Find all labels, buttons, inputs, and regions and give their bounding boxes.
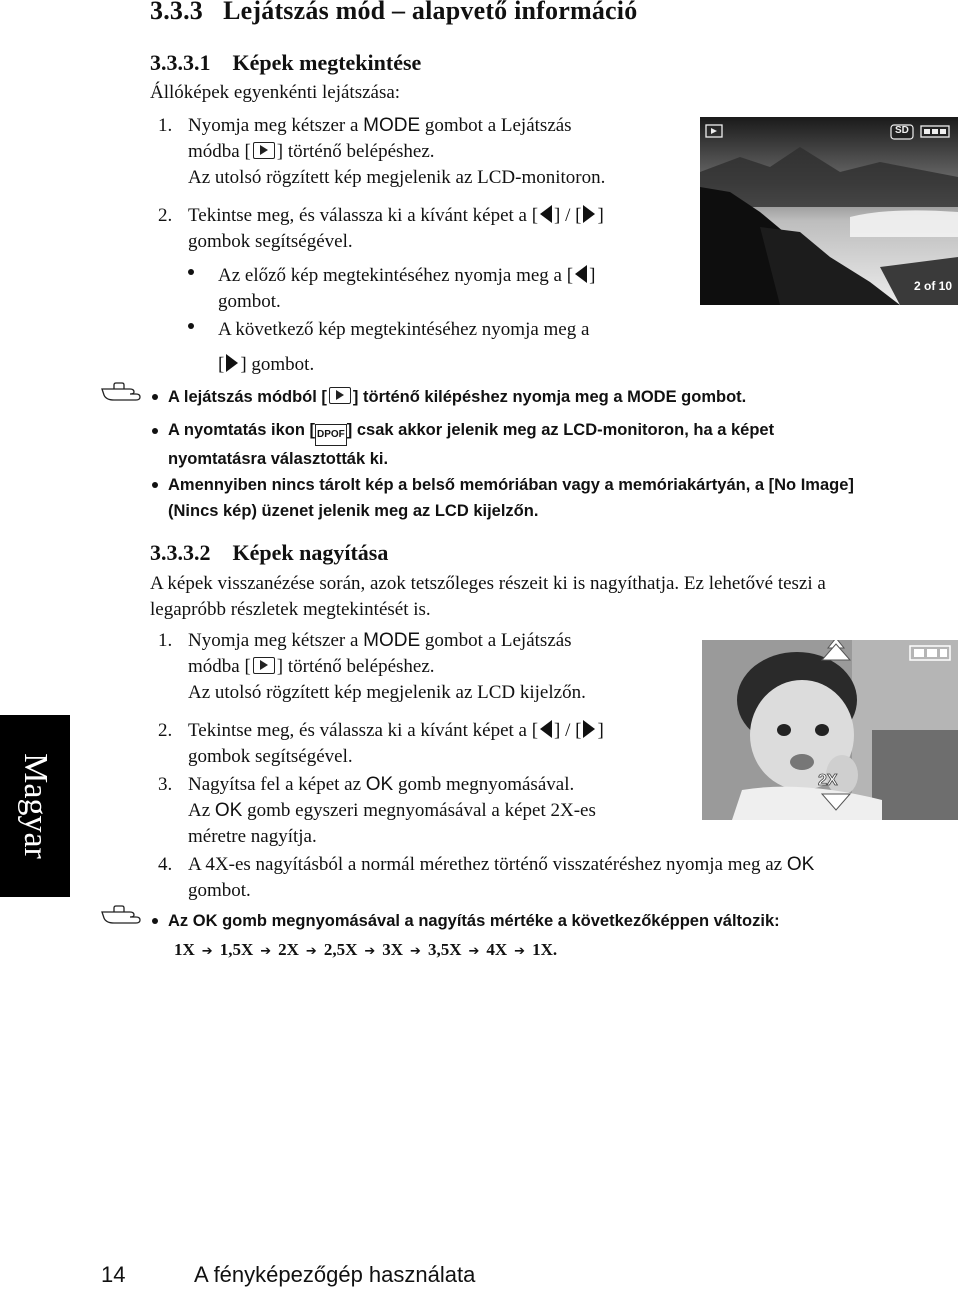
zoom-step-1-d: módba [	[188, 656, 251, 677]
arrow-right-icon: ➔	[364, 944, 376, 959]
step-1-text-a: Nyomja meg kétszer a	[188, 115, 359, 136]
ok-key-label: OK	[214, 800, 243, 821]
zoom-step-3-text	[188, 772, 708, 850]
zoom-step-4-number: 4.	[158, 854, 173, 875]
playback-icon	[253, 142, 275, 159]
step-1-text	[188, 113, 688, 191]
step-1-text-d: módba [	[188, 141, 251, 162]
bullet-next	[218, 317, 678, 343]
photo-counter: 2 of 10	[913, 279, 952, 293]
language-side-tab-label: Magyar	[17, 753, 54, 859]
sd-card-badge: SD	[895, 125, 909, 136]
subsection-2-intro-line1: A képek visszanézése során, azok tetszőleges részeit ki is nagyíthatja. Ez lehetővé teszi a	[150, 573, 826, 594]
zoom-step-value: 1,5X	[219, 940, 254, 959]
zoom-step-1-text	[188, 628, 708, 706]
zoom-step-2-b: ] / [	[554, 720, 582, 741]
landscape-photo	[700, 117, 958, 305]
subsection-1-heading	[150, 50, 421, 76]
zoom-step-4-text	[188, 852, 948, 904]
zoom-step-value: 1X	[174, 940, 195, 959]
left-arrow-icon	[540, 205, 552, 223]
step-1-text-e: ] történő belépéshez.	[276, 141, 435, 162]
left-arrow-icon	[540, 720, 552, 738]
arrow-right-icon: ➔	[514, 944, 526, 959]
bullet-next-c: ] gombot.	[240, 354, 315, 375]
step-2-text-c: ]	[597, 205, 604, 226]
note-print-b: ] csak akkor jelenik meg az LCD-monitoron, ha a képet	[346, 421, 775, 439]
note-exit-b: ] történő kilépéshez nyomja meg a MODE gombot.	[352, 388, 747, 406]
subsection-2-number: 3.3.3.2	[150, 540, 211, 565]
subsection-2-intro-line2: legapróbb részletek megtekintését is.	[150, 599, 431, 620]
zoom-step-1-a: Nyomja meg kétszer a	[188, 630, 359, 651]
bullet-dot	[188, 269, 194, 275]
step-1-text-c: gombot a Lejátszás	[424, 115, 572, 136]
ok-key-label: OK	[786, 854, 815, 875]
zoom-step-3-g: méretre nagyítja.	[188, 826, 317, 847]
subsection-1-intro: Állóképek egyenkénti lejátszása:	[150, 82, 401, 103]
zoom-step-2-c: ]	[597, 720, 604, 741]
subsection-1-number: 3.3.3.1	[150, 50, 211, 75]
note-bullet-dot	[152, 918, 158, 924]
zoom-step-4-a: A 4X-es nagyításból a normál mérethez történő visszatéréshez nyomja meg az	[188, 854, 783, 875]
note-print-a: A nyomtatás ikon [	[168, 421, 315, 439]
arrow-right-icon: ➔	[305, 944, 317, 959]
right-arrow-icon	[583, 720, 595, 738]
subsection-1-title: Képek megtekintése	[232, 50, 422, 75]
note-exit-a: A lejátszás módból [	[168, 388, 327, 406]
zoom-step-value: 3,5X	[427, 940, 462, 959]
note-hand-icon	[100, 381, 146, 403]
step-2-number: 2.	[158, 205, 173, 226]
zoom-step-3-d: Az	[188, 800, 211, 821]
zoom-step-1-f: Az utolsó rögzített kép megjelenik az LCD kijelzőn.	[188, 682, 586, 703]
note-bullet-dot	[152, 394, 158, 400]
lcd-preview-landscape	[700, 117, 958, 305]
bullet-previous	[218, 263, 678, 315]
zoom-step-2-d: gombok segítségével.	[188, 746, 353, 767]
section-number: 3.3.3	[150, 0, 203, 25]
bullet-next-line2	[218, 352, 314, 378]
zoom-step-3-c: gomb megnyomásával.	[397, 774, 575, 795]
bullet-next-a: A következő kép megtekintéséhez nyomja meg a	[218, 319, 590, 340]
zoom-step-2-a: Tekintse meg, és válassza ki a kívánt képet a [	[188, 720, 539, 741]
subsection-2-intro	[150, 571, 950, 623]
zoom-step-value: 2,5X	[323, 940, 358, 959]
zoom-step-3-f: gomb egyszeri megnyomásával a képet 2X-es	[247, 800, 596, 821]
note-bullet-dot	[152, 428, 158, 434]
arrow-right-icon: ➔	[468, 944, 480, 959]
zoom-step-3-number: 3.	[158, 774, 173, 795]
zoom-step-value: 1X.	[532, 940, 558, 959]
zoom-step-value: 3X	[382, 940, 404, 959]
step-1-text-f: Az utolsó rögzített kép megjelenik az LCD-monitoron.	[188, 167, 606, 188]
step-2-text-d: gombok segítségével.	[188, 231, 353, 252]
section-title: Lejátszás mód – alapvető információ	[223, 0, 638, 25]
step-2-text-b: ] / [	[554, 205, 582, 226]
zoom-step-4-c: gombot.	[188, 880, 251, 901]
bullet-dot	[188, 323, 194, 329]
note-print-icon	[168, 417, 928, 472]
dpof-icon: DPOF	[315, 424, 347, 446]
lcd-preview-zoomed	[702, 640, 958, 820]
bullet-previous-b: ]	[589, 265, 596, 286]
zoom-level-label: 2X	[818, 772, 838, 789]
mode-key-label: MODE	[363, 630, 421, 651]
playback-icon	[329, 387, 351, 404]
footer-title: A fényképezőgép használata	[194, 1262, 476, 1287]
left-arrow-icon	[575, 265, 587, 283]
language-side-tab	[0, 715, 70, 897]
section-heading	[150, 0, 637, 26]
right-arrow-icon	[226, 354, 238, 372]
page-number: 14	[101, 1262, 126, 1287]
baby-photo	[702, 640, 958, 820]
step-2-text	[188, 203, 688, 255]
zoom-step-value: 2X	[278, 940, 299, 959]
zoom-step-1-number: 1.	[158, 630, 173, 651]
note-hand-icon	[100, 904, 146, 926]
note-no-image-b: (Nincs kép) üzenet jelenik meg az LCD kijelzőn.	[168, 502, 539, 520]
step-2-text-a: Tekintse meg, és válassza ki a kívánt képet a [	[188, 205, 539, 226]
zoom-step-1-e: ] történő belépéshez.	[276, 656, 435, 677]
mode-key-label: MODE	[363, 115, 421, 136]
note-no-image	[168, 472, 958, 524]
zoom-step-3-a: Nagyítsa fel a képet az	[188, 774, 362, 795]
zoom-sequence	[174, 938, 557, 964]
ok-key-label: OK	[365, 774, 394, 795]
step-1-number: 1.	[158, 115, 173, 136]
subsection-2-title: Képek nagyítása	[232, 540, 389, 565]
bullet-previous-c: gombot.	[218, 291, 281, 312]
note-zoom-sequence-intro: Az OK gomb megnyomásával a nagyítás mértéke a következőképpen változik:	[168, 912, 780, 930]
bullet-next-b: [	[218, 354, 225, 375]
arrow-right-icon: ➔	[201, 944, 213, 959]
arrow-right-icon: ➔	[410, 944, 421, 959]
zoom-step-value: 4X	[486, 940, 508, 959]
right-arrow-icon	[583, 205, 595, 223]
note-bullet-dot	[152, 482, 158, 488]
subsection-2-heading	[150, 540, 388, 566]
playback-icon	[253, 657, 275, 674]
note-exit-playback	[168, 384, 746, 410]
zoom-step-1-c: gombot a Lejátszás	[424, 630, 572, 651]
zoom-step-2-number: 2.	[158, 720, 173, 741]
note-no-image-a: Amennyiben nincs tárolt kép a belső memóriában vagy a memóriakártyán, a [No Image]	[168, 476, 854, 494]
note-print-c: nyomtatásra választották ki.	[168, 450, 389, 468]
zoom-step-2-text	[188, 718, 708, 770]
arrow-right-icon: ➔	[260, 944, 272, 959]
bullet-previous-a: Az előző kép megtekintéséhez nyomja meg a [	[218, 265, 574, 286]
